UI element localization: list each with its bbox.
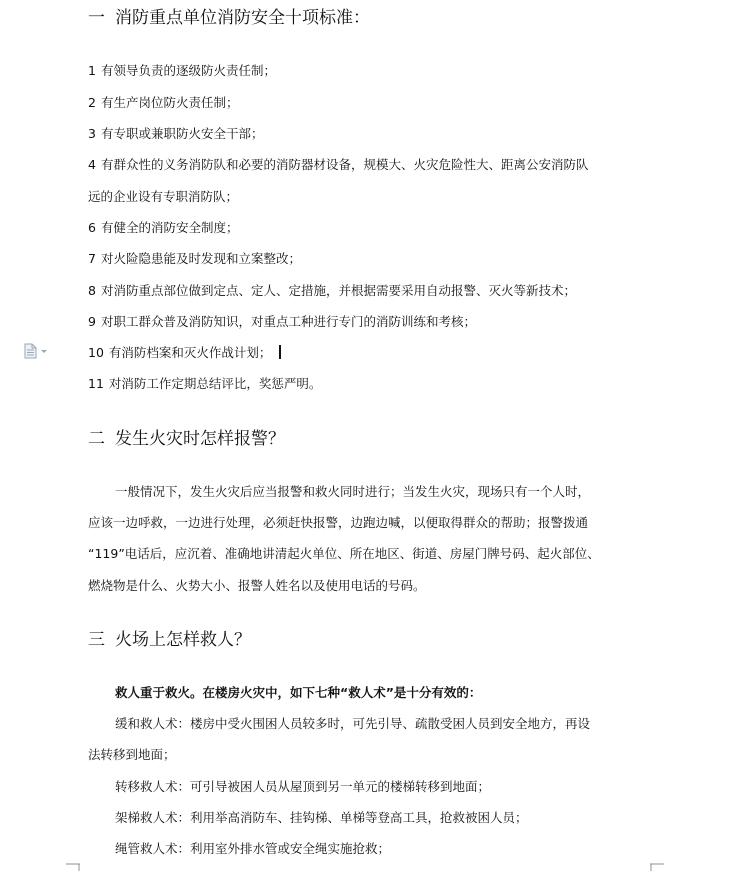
- section3-title: 火场上怎样救人？: [115, 630, 251, 650]
- paragraph-line: 应该一边呼救，一边进行处理，必须赶快报警，边跑边喊，以便取得群众的帮助；报警拨通: [88, 515, 589, 530]
- document-icon: [22, 343, 52, 359]
- paragraph-line: 转移救人术：可引导被困人员从屋顶到另一单元的楼梯转移到地面；: [115, 779, 491, 794]
- list-item: [88, 156, 588, 174]
- list-item-continuation: 远的企业设有专职消防队；: [88, 189, 239, 204]
- section3-intro: 救人重于救火。在楼房火灾中，如下七种“救人术”是十分有效的：: [115, 685, 482, 700]
- list-item-text: 有健全的消防安全制度；: [100, 220, 239, 235]
- list-item-text: 对消防重点部位做到定点、定人、定措施，并根据需要采用自动报警、灭火等新技术；: [100, 283, 576, 298]
- list-item-text: 有群众性的义务消防队和必要的消防器材设备，规模大、火灾危险性大、距离公安消防队: [100, 157, 589, 172]
- list-item-number: 3: [88, 126, 96, 141]
- list-item-number: 2: [88, 95, 96, 110]
- list-item: [88, 62, 276, 80]
- crop-mark: [650, 863, 664, 871]
- section1-heading: [88, 7, 370, 29]
- paragraph-line: 燃烧物是什么、火势大小、报警人姓名以及使用电话的号码。: [88, 578, 426, 593]
- paragraph-line: 一般情况下，发生火灾后应当报警和救火同时进行；当发生火灾，现场只有一个人时，: [115, 484, 591, 499]
- list-item: [88, 313, 476, 331]
- list-item-number: 10: [88, 345, 104, 360]
- list-item-text: 有专职或兼职防火安全干部；: [100, 126, 264, 141]
- section3-number: 三: [88, 630, 105, 650]
- list-item: [88, 282, 576, 300]
- section1-title: 消防重点单位消防安全十项标准：: [115, 8, 370, 28]
- paragraph-marker[interactable]: [22, 343, 52, 359]
- list-item-number: 9: [88, 314, 96, 329]
- list-item-number: 6: [88, 220, 96, 235]
- list-item-text: 有领导负责的逐级防火责任制；: [100, 63, 276, 78]
- paragraph-line: 架梯救人术：利用举高消防车、挂钩梯、单梯等登高工具，抢救被困人员；: [115, 810, 528, 825]
- list-item: [88, 219, 238, 237]
- section1-number: 一: [88, 8, 105, 28]
- section2-title: 发生火灾时怎样报警？: [115, 429, 285, 449]
- paragraph-line: 法转移到地面；: [88, 747, 176, 762]
- list-item-text: 有生产岗位防火责任制；: [100, 95, 239, 110]
- list-item-text: 对消防工作定期总结评比，奖惩严明。: [108, 376, 322, 391]
- list-item-text: 有消防档案和灭火作战计划；: [108, 345, 272, 360]
- text-cursor: [279, 345, 281, 359]
- list-item-number: 11: [88, 376, 104, 391]
- list-item: [88, 125, 263, 143]
- list-item-text: 对职工群众普及消防知识，对重点工种进行专门的消防训练和考核；: [100, 314, 476, 329]
- list-item-number: 1: [88, 63, 96, 78]
- list-item-number: 8: [88, 283, 96, 298]
- list-item-number: 7: [88, 251, 96, 266]
- list-item-text: 对火险隐患能及时发现和立案整改；: [100, 251, 301, 266]
- list-item: [88, 94, 238, 112]
- list-item: [88, 375, 321, 393]
- section2-heading: [88, 428, 285, 450]
- paragraph-line: “119”电话后，应沉着、准确地讲清起火单位、所在地区、街道、房屋门牌号码、起火部位、: [88, 546, 600, 561]
- crop-mark: [66, 863, 80, 871]
- section2-number: 二: [88, 429, 105, 449]
- list-item: [88, 250, 301, 268]
- section3-heading: [88, 629, 251, 651]
- list-item-number: 4: [88, 157, 96, 172]
- paragraph-line: 绳管救人术：利用室外排水管或安全绳实施抢救；: [115, 841, 391, 856]
- chevron-down-icon: [41, 350, 47, 353]
- list-item[interactable]: [88, 344, 281, 362]
- paragraph-line: 缓和救人术：楼房中受火围困人员较多时，可先引导、疏散受困人员到安全地方，再设: [115, 716, 591, 731]
